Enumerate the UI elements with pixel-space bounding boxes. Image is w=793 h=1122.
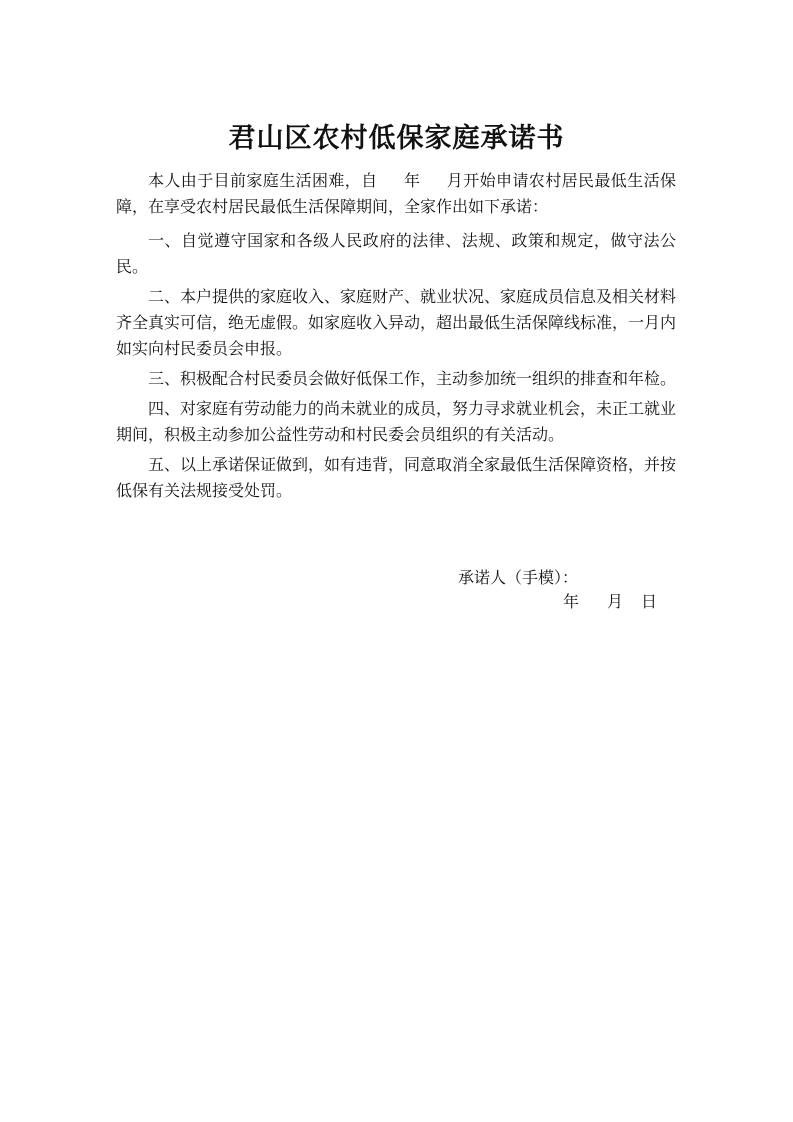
promise-item-5: 五、以上承诺保证做到，如有违背，同意取消全家最低生活保障资格，并按低保有关法规接受处罚。 [116,455,677,500]
signature-date [563,590,657,614]
date-year-label: 年 [563,592,580,611]
signature-label: 承诺人（手模）： [458,568,579,587]
document-title: 君山区农村低保家庭承诺书 [228,123,565,154]
promise-item-2: 二、本户提供的家庭收入、家庭财产、就业状况、家庭成员信息及相关材料齐全真实可信，绝无虚假。如家庭收入异动，超出最低生活保障线标准，一月内如实向村民委员会申报。 [116,287,677,358]
date-month-label: 月 [607,592,624,611]
intro-text-part2: 月开始申请农村居民最低生活保障，在享受农村居民最低生活保障期间，全家作出如下承诺： [116,171,676,216]
date-day-label: 日 [641,592,658,611]
promise-item-1: 一、自觉遵守国家和各级人民政府的法律、法规、政策和规定，做守法公民。 [116,231,676,276]
promise-item-3: 三、积极配合村民委员会做好低保工作，主动参加统一组织的排查和年检。 [148,369,677,388]
intro-year-label: 年 [403,171,421,190]
intro-text-part1: 本人由于目前家庭生活困难，自 [148,171,378,190]
intro-paragraph [116,168,676,220]
document-body [116,168,676,508]
promise-item-4: 四、对家庭有劳动能力的尚未就业的成员，努力寻求就业机会，未正工就业期间，积极主动参加公益性劳动和村民委会员组织的有关活动。 [116,399,677,444]
